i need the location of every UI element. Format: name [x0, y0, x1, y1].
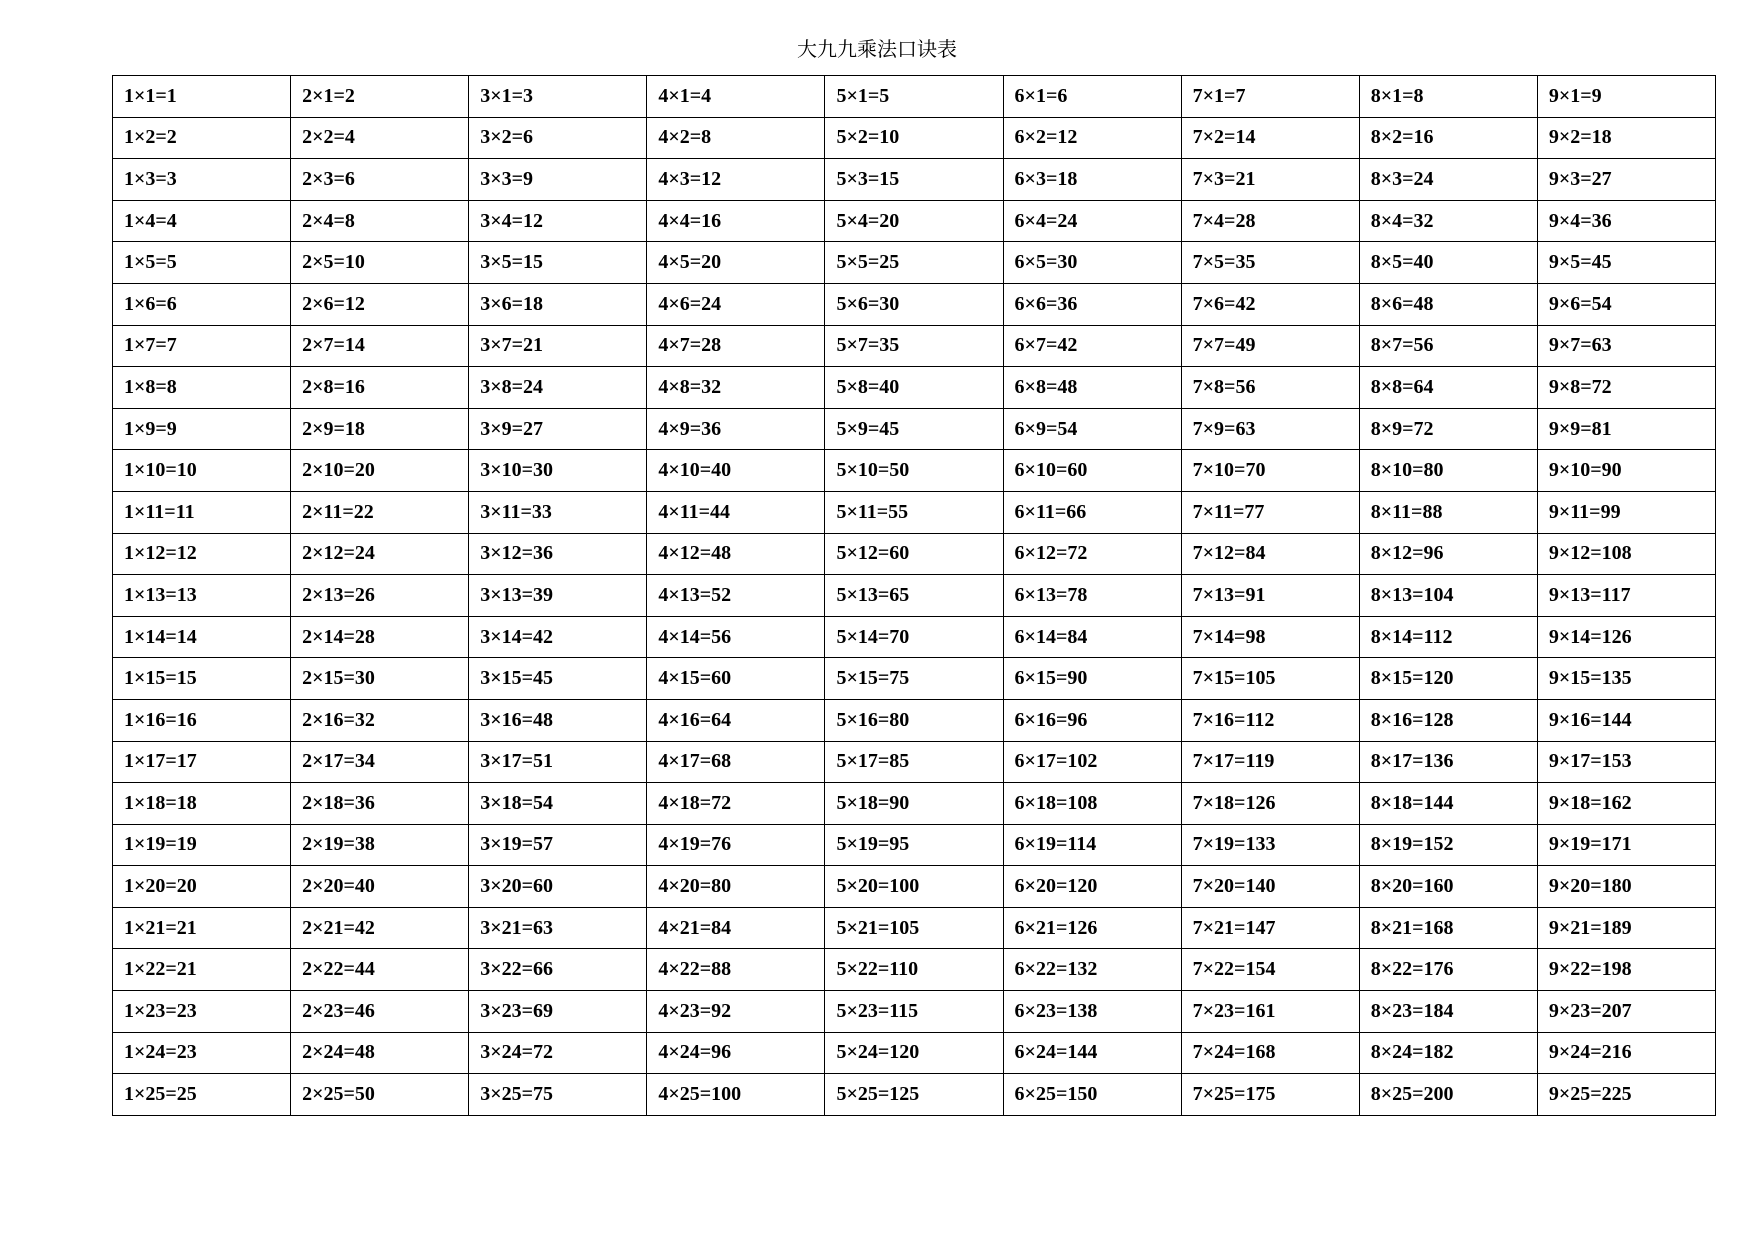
table-cell: 2×25=50 — [291, 1074, 469, 1116]
table-cell: 3×17=51 — [469, 741, 647, 783]
table-cell: 9×5=45 — [1537, 242, 1715, 284]
table-cell: 2×19=38 — [291, 824, 469, 866]
table-cell: 1×17=17 — [113, 741, 291, 783]
table-cell: 1×5=5 — [113, 242, 291, 284]
table-cell: 6×12=72 — [1003, 533, 1181, 575]
table-row — [113, 991, 1716, 1033]
table-row — [113, 1074, 1716, 1116]
table-cell: 5×24=120 — [825, 1032, 1003, 1074]
table-cell: 5×5=25 — [825, 242, 1003, 284]
table-cell: 5×9=45 — [825, 408, 1003, 450]
table-cell: 4×16=64 — [647, 699, 825, 741]
table-cell: 4×8=32 — [647, 367, 825, 409]
table-row — [113, 367, 1716, 409]
table-cell: 3×1=3 — [469, 76, 647, 118]
table-cell: 2×22=44 — [291, 949, 469, 991]
table-cell: 9×25=225 — [1537, 1074, 1715, 1116]
table-cell: 5×1=5 — [825, 76, 1003, 118]
table-cell: 9×3=27 — [1537, 159, 1715, 201]
table-cell: 1×21=21 — [113, 907, 291, 949]
table-cell: 1×4=4 — [113, 200, 291, 242]
table-cell: 6×13=78 — [1003, 575, 1181, 617]
table-cell: 6×15=90 — [1003, 658, 1181, 700]
table-cell: 6×8=48 — [1003, 367, 1181, 409]
table-cell: 5×22=110 — [825, 949, 1003, 991]
table-cell: 2×3=6 — [291, 159, 469, 201]
table-cell: 3×13=39 — [469, 575, 647, 617]
table-cell: 3×21=63 — [469, 907, 647, 949]
table-cell: 7×15=105 — [1181, 658, 1359, 700]
table-cell: 5×21=105 — [825, 907, 1003, 949]
table-cell: 7×13=91 — [1181, 575, 1359, 617]
table-cell: 6×9=54 — [1003, 408, 1181, 450]
table-cell: 5×16=80 — [825, 699, 1003, 741]
table-cell: 6×1=6 — [1003, 76, 1181, 118]
table-cell: 6×19=114 — [1003, 824, 1181, 866]
table-cell: 2×17=34 — [291, 741, 469, 783]
table-cell: 3×12=36 — [469, 533, 647, 575]
table-cell: 1×20=20 — [113, 866, 291, 908]
table-cell: 7×7=49 — [1181, 325, 1359, 367]
table-cell: 8×7=56 — [1359, 325, 1537, 367]
table-cell: 5×14=70 — [825, 616, 1003, 658]
table-cell: 7×16=112 — [1181, 699, 1359, 741]
table-cell: 7×3=21 — [1181, 159, 1359, 201]
table-cell: 1×8=8 — [113, 367, 291, 409]
table-cell: 5×11=55 — [825, 491, 1003, 533]
table-cell: 3×25=75 — [469, 1074, 647, 1116]
table-cell: 8×15=120 — [1359, 658, 1537, 700]
table-row — [113, 907, 1716, 949]
table-cell: 7×5=35 — [1181, 242, 1359, 284]
table-cell: 3×5=15 — [469, 242, 647, 284]
table-cell: 5×7=35 — [825, 325, 1003, 367]
table-cell: 1×19=19 — [113, 824, 291, 866]
table-row — [113, 1032, 1716, 1074]
table-cell: 1×24=23 — [113, 1032, 291, 1074]
table-cell: 2×11=22 — [291, 491, 469, 533]
table-cell: 4×13=52 — [647, 575, 825, 617]
table-cell: 9×2=18 — [1537, 117, 1715, 159]
table-cell: 8×2=16 — [1359, 117, 1537, 159]
table-cell: 6×17=102 — [1003, 741, 1181, 783]
table-row — [113, 200, 1716, 242]
table-cell: 6×22=132 — [1003, 949, 1181, 991]
table-cell: 9×24=216 — [1537, 1032, 1715, 1074]
table-cell: 9×21=189 — [1537, 907, 1715, 949]
table-cell: 8×5=40 — [1359, 242, 1537, 284]
table-row — [113, 658, 1716, 700]
table-cell: 4×7=28 — [647, 325, 825, 367]
table-cell: 6×4=24 — [1003, 200, 1181, 242]
table-cell: 8×24=182 — [1359, 1032, 1537, 1074]
table-cell: 3×11=33 — [469, 491, 647, 533]
table-cell: 8×14=112 — [1359, 616, 1537, 658]
table-cell: 3×9=27 — [469, 408, 647, 450]
table-cell: 7×22=154 — [1181, 949, 1359, 991]
table-cell: 1×16=16 — [113, 699, 291, 741]
table-cell: 8×20=160 — [1359, 866, 1537, 908]
table-cell: 7×25=175 — [1181, 1074, 1359, 1116]
table-cell: 9×18=162 — [1537, 783, 1715, 825]
table-cell: 9×11=99 — [1537, 491, 1715, 533]
table-row — [113, 783, 1716, 825]
table-cell: 9×1=9 — [1537, 76, 1715, 118]
table-cell: 6×20=120 — [1003, 866, 1181, 908]
table-cell: 9×22=198 — [1537, 949, 1715, 991]
table-row — [113, 699, 1716, 741]
table-cell: 6×18=108 — [1003, 783, 1181, 825]
table-cell: 3×6=18 — [469, 283, 647, 325]
table-cell: 2×21=42 — [291, 907, 469, 949]
table-row — [113, 575, 1716, 617]
table-cell: 1×3=3 — [113, 159, 291, 201]
table-cell: 6×7=42 — [1003, 325, 1181, 367]
table-cell: 3×19=57 — [469, 824, 647, 866]
table-cell: 2×18=36 — [291, 783, 469, 825]
table-cell: 2×13=26 — [291, 575, 469, 617]
table-cell: 7×18=126 — [1181, 783, 1359, 825]
table-cell: 3×22=66 — [469, 949, 647, 991]
table-cell: 2×8=16 — [291, 367, 469, 409]
table-cell: 7×19=133 — [1181, 824, 1359, 866]
table-cell: 8×17=136 — [1359, 741, 1537, 783]
table-cell: 8×22=176 — [1359, 949, 1537, 991]
table-cell: 6×2=12 — [1003, 117, 1181, 159]
table-cell: 2×9=18 — [291, 408, 469, 450]
table-cell: 7×24=168 — [1181, 1032, 1359, 1074]
table-cell: 2×15=30 — [291, 658, 469, 700]
table-row — [113, 866, 1716, 908]
table-cell: 3×23=69 — [469, 991, 647, 1033]
table-cell: 9×20=180 — [1537, 866, 1715, 908]
table-cell: 4×11=44 — [647, 491, 825, 533]
table-cell: 1×14=14 — [113, 616, 291, 658]
table-cell: 1×11=11 — [113, 491, 291, 533]
table-cell: 4×19=76 — [647, 824, 825, 866]
table-row — [113, 616, 1716, 658]
table-cell: 4×25=100 — [647, 1074, 825, 1116]
table-cell: 4×6=24 — [647, 283, 825, 325]
table-cell: 4×14=56 — [647, 616, 825, 658]
table-cell: 2×20=40 — [291, 866, 469, 908]
table-cell: 4×1=4 — [647, 76, 825, 118]
table-cell: 8×23=184 — [1359, 991, 1537, 1033]
table-cell: 5×4=20 — [825, 200, 1003, 242]
table-row — [113, 741, 1716, 783]
table-row — [113, 450, 1716, 492]
table-cell: 7×21=147 — [1181, 907, 1359, 949]
table-cell: 1×23=23 — [113, 991, 291, 1033]
table-cell: 3×2=6 — [469, 117, 647, 159]
table-cell: 2×7=14 — [291, 325, 469, 367]
table-cell: 4×12=48 — [647, 533, 825, 575]
table-cell: 7×17=119 — [1181, 741, 1359, 783]
table-cell: 1×25=25 — [113, 1074, 291, 1116]
table-cell: 2×2=4 — [291, 117, 469, 159]
table-cell: 6×11=66 — [1003, 491, 1181, 533]
table-cell: 9×16=144 — [1537, 699, 1715, 741]
table-cell: 7×10=70 — [1181, 450, 1359, 492]
table-cell: 1×18=18 — [113, 783, 291, 825]
table-cell: 1×2=2 — [113, 117, 291, 159]
table-row — [113, 325, 1716, 367]
table-cell: 6×16=96 — [1003, 699, 1181, 741]
table-cell: 2×6=12 — [291, 283, 469, 325]
table-cell: 3×7=21 — [469, 325, 647, 367]
table-cell: 9×4=36 — [1537, 200, 1715, 242]
table-cell: 7×9=63 — [1181, 408, 1359, 450]
table-cell: 5×23=115 — [825, 991, 1003, 1033]
table-cell: 9×9=81 — [1537, 408, 1715, 450]
table-cell: 2×1=2 — [291, 76, 469, 118]
table-cell: 5×6=30 — [825, 283, 1003, 325]
table-cell: 2×24=48 — [291, 1032, 469, 1074]
table-cell: 4×10=40 — [647, 450, 825, 492]
table-cell: 1×13=13 — [113, 575, 291, 617]
table-cell: 6×6=36 — [1003, 283, 1181, 325]
table-cell: 7×23=161 — [1181, 991, 1359, 1033]
table-cell: 4×22=88 — [647, 949, 825, 991]
table-cell: 8×13=104 — [1359, 575, 1537, 617]
table-cell: 5×3=15 — [825, 159, 1003, 201]
table-cell: 7×6=42 — [1181, 283, 1359, 325]
table-cell: 9×10=90 — [1537, 450, 1715, 492]
table-cell: 4×9=36 — [647, 408, 825, 450]
table-row — [113, 283, 1716, 325]
table-cell: 6×21=126 — [1003, 907, 1181, 949]
table-cell: 9×17=153 — [1537, 741, 1715, 783]
table-cell: 5×8=40 — [825, 367, 1003, 409]
multiplication-table — [112, 75, 1716, 1116]
table-cell: 2×16=32 — [291, 699, 469, 741]
table-row — [113, 76, 1716, 118]
table-cell: 6×10=60 — [1003, 450, 1181, 492]
table-cell: 3×3=9 — [469, 159, 647, 201]
table-cell: 5×10=50 — [825, 450, 1003, 492]
table-cell: 9×15=135 — [1537, 658, 1715, 700]
table-cell: 2×5=10 — [291, 242, 469, 284]
table-cell: 9×8=72 — [1537, 367, 1715, 409]
table-cell: 5×20=100 — [825, 866, 1003, 908]
table-cell: 9×19=171 — [1537, 824, 1715, 866]
table-cell: 3×14=42 — [469, 616, 647, 658]
table-cell: 9×13=117 — [1537, 575, 1715, 617]
table-cell: 1×6=6 — [113, 283, 291, 325]
table-cell: 4×3=12 — [647, 159, 825, 201]
table-cell: 4×15=60 — [647, 658, 825, 700]
table-cell: 9×7=63 — [1537, 325, 1715, 367]
table-cell: 6×23=138 — [1003, 991, 1181, 1033]
table-cell: 8×6=48 — [1359, 283, 1537, 325]
table-cell: 6×25=150 — [1003, 1074, 1181, 1116]
table-cell: 6×5=30 — [1003, 242, 1181, 284]
table-cell: 1×12=12 — [113, 533, 291, 575]
table-cell: 5×12=60 — [825, 533, 1003, 575]
table-cell: 7×14=98 — [1181, 616, 1359, 658]
table-cell: 4×4=16 — [647, 200, 825, 242]
table-cell: 8×11=88 — [1359, 491, 1537, 533]
table-cell: 1×10=10 — [113, 450, 291, 492]
table-cell: 3×10=30 — [469, 450, 647, 492]
table-cell: 5×18=90 — [825, 783, 1003, 825]
table-cell: 5×19=95 — [825, 824, 1003, 866]
table-cell: 8×4=32 — [1359, 200, 1537, 242]
table-cell: 2×14=28 — [291, 616, 469, 658]
table-cell: 5×13=65 — [825, 575, 1003, 617]
table-cell: 8×10=80 — [1359, 450, 1537, 492]
table-cell: 8×16=128 — [1359, 699, 1537, 741]
table-cell: 8×12=96 — [1359, 533, 1537, 575]
table-cell: 8×9=72 — [1359, 408, 1537, 450]
table-cell: 9×6=54 — [1537, 283, 1715, 325]
table-body — [113, 76, 1716, 1116]
table-row — [113, 533, 1716, 575]
table-cell: 8×1=8 — [1359, 76, 1537, 118]
table-cell: 7×8=56 — [1181, 367, 1359, 409]
table-cell: 8×21=168 — [1359, 907, 1537, 949]
table-cell: 7×1=7 — [1181, 76, 1359, 118]
table-cell: 8×18=144 — [1359, 783, 1537, 825]
table-cell: 4×18=72 — [647, 783, 825, 825]
table-cell: 6×24=144 — [1003, 1032, 1181, 1074]
table-cell: 9×14=126 — [1537, 616, 1715, 658]
table-cell: 7×20=140 — [1181, 866, 1359, 908]
table-cell: 1×15=15 — [113, 658, 291, 700]
table-cell: 3×4=12 — [469, 200, 647, 242]
table-cell: 4×5=20 — [647, 242, 825, 284]
table-row — [113, 949, 1716, 991]
table-row — [113, 117, 1716, 159]
table-cell: 5×25=125 — [825, 1074, 1003, 1116]
table-cell: 3×16=48 — [469, 699, 647, 741]
table-cell: 7×11=77 — [1181, 491, 1359, 533]
table-cell: 4×2=8 — [647, 117, 825, 159]
table-cell: 2×23=46 — [291, 991, 469, 1033]
table-cell: 7×12=84 — [1181, 533, 1359, 575]
table-row — [113, 159, 1716, 201]
table-cell: 7×4=28 — [1181, 200, 1359, 242]
table-cell: 4×17=68 — [647, 741, 825, 783]
table-cell: 1×9=9 — [113, 408, 291, 450]
table-cell: 2×4=8 — [291, 200, 469, 242]
table-cell: 3×24=72 — [469, 1032, 647, 1074]
table-cell: 5×15=75 — [825, 658, 1003, 700]
table-cell: 6×14=84 — [1003, 616, 1181, 658]
table-cell: 8×8=64 — [1359, 367, 1537, 409]
table-cell: 9×12=108 — [1537, 533, 1715, 575]
table-cell: 3×8=24 — [469, 367, 647, 409]
table-cell: 2×12=24 — [291, 533, 469, 575]
table-row — [113, 242, 1716, 284]
table-cell: 3×18=54 — [469, 783, 647, 825]
table-cell: 8×3=24 — [1359, 159, 1537, 201]
table-cell: 8×25=200 — [1359, 1074, 1537, 1116]
table-cell: 5×17=85 — [825, 741, 1003, 783]
table-cell: 9×23=207 — [1537, 991, 1715, 1033]
table-row — [113, 824, 1716, 866]
table-cell: 5×2=10 — [825, 117, 1003, 159]
table-cell: 4×23=92 — [647, 991, 825, 1033]
table-cell: 1×22=21 — [113, 949, 291, 991]
table-cell: 4×21=84 — [647, 907, 825, 949]
table-cell: 3×15=45 — [469, 658, 647, 700]
table-cell: 6×3=18 — [1003, 159, 1181, 201]
table-row — [113, 408, 1716, 450]
table-row — [113, 491, 1716, 533]
table-cell: 1×1=1 — [113, 76, 291, 118]
page-title: 大九九乘法口诀表 — [797, 37, 957, 61]
table-cell: 7×2=14 — [1181, 117, 1359, 159]
table-cell: 4×20=80 — [647, 866, 825, 908]
table-cell: 8×19=152 — [1359, 824, 1537, 866]
table-cell: 2×10=20 — [291, 450, 469, 492]
table-cell: 4×24=96 — [647, 1032, 825, 1074]
table-cell: 1×7=7 — [113, 325, 291, 367]
table-cell: 3×20=60 — [469, 866, 647, 908]
